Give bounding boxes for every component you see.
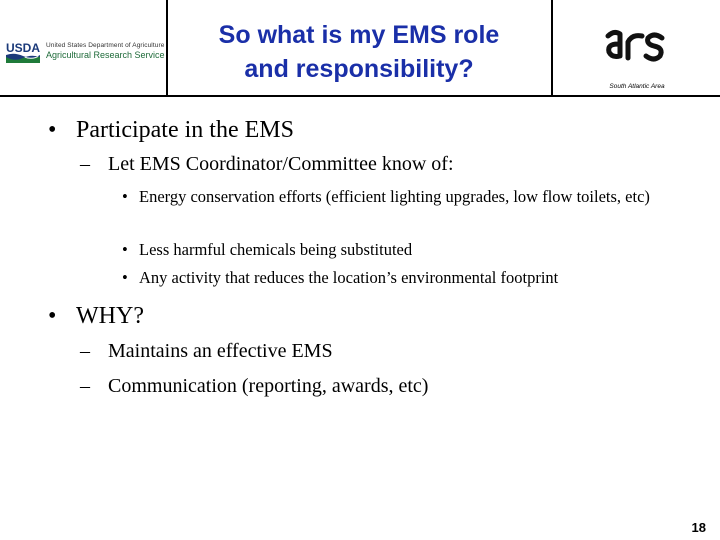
bullet-marker: •	[48, 303, 57, 329]
dash-marker: –	[80, 375, 90, 397]
bullet-participate: Participate in the EMS	[76, 117, 294, 143]
point-footprint: Any activity that reduces the location’s environmental footprint	[139, 268, 559, 287]
bullet-marker: •	[48, 117, 57, 143]
sub-bullet-maintains: Maintains an effective EMS	[108, 340, 333, 362]
bullet-marker: •	[122, 187, 128, 206]
dash-marker: –	[80, 340, 90, 362]
dash-marker: –	[80, 153, 90, 175]
page-number: 18	[691, 520, 706, 535]
bullet-why: WHY?	[76, 303, 144, 329]
point-energy: Energy conservation efforts (efficient lighting upgrades, low flow toilets, etc)	[139, 187, 650, 206]
bullet-marker: •	[122, 268, 128, 287]
bullet-marker: •	[122, 240, 128, 259]
usda-service-line: Agricultural Research Service	[46, 50, 165, 60]
sub-bullet-coordinator: Let EMS Coordinator/Committee know of:	[108, 153, 454, 175]
usda-mark-text: USDA	[6, 41, 40, 55]
point-chemicals: Less harmful chemicals being substituted	[139, 240, 413, 259]
ars-caption: South Atlantic Area	[609, 83, 665, 90]
slide-title-line2: and responsibility?	[244, 55, 474, 83]
sub-bullet-communication: Communication (reporting, awards, etc)	[108, 375, 429, 397]
slide-title-line1: So what is my EMS role	[218, 21, 500, 49]
usda-agency-line: United States Department of Agriculture	[46, 42, 165, 49]
